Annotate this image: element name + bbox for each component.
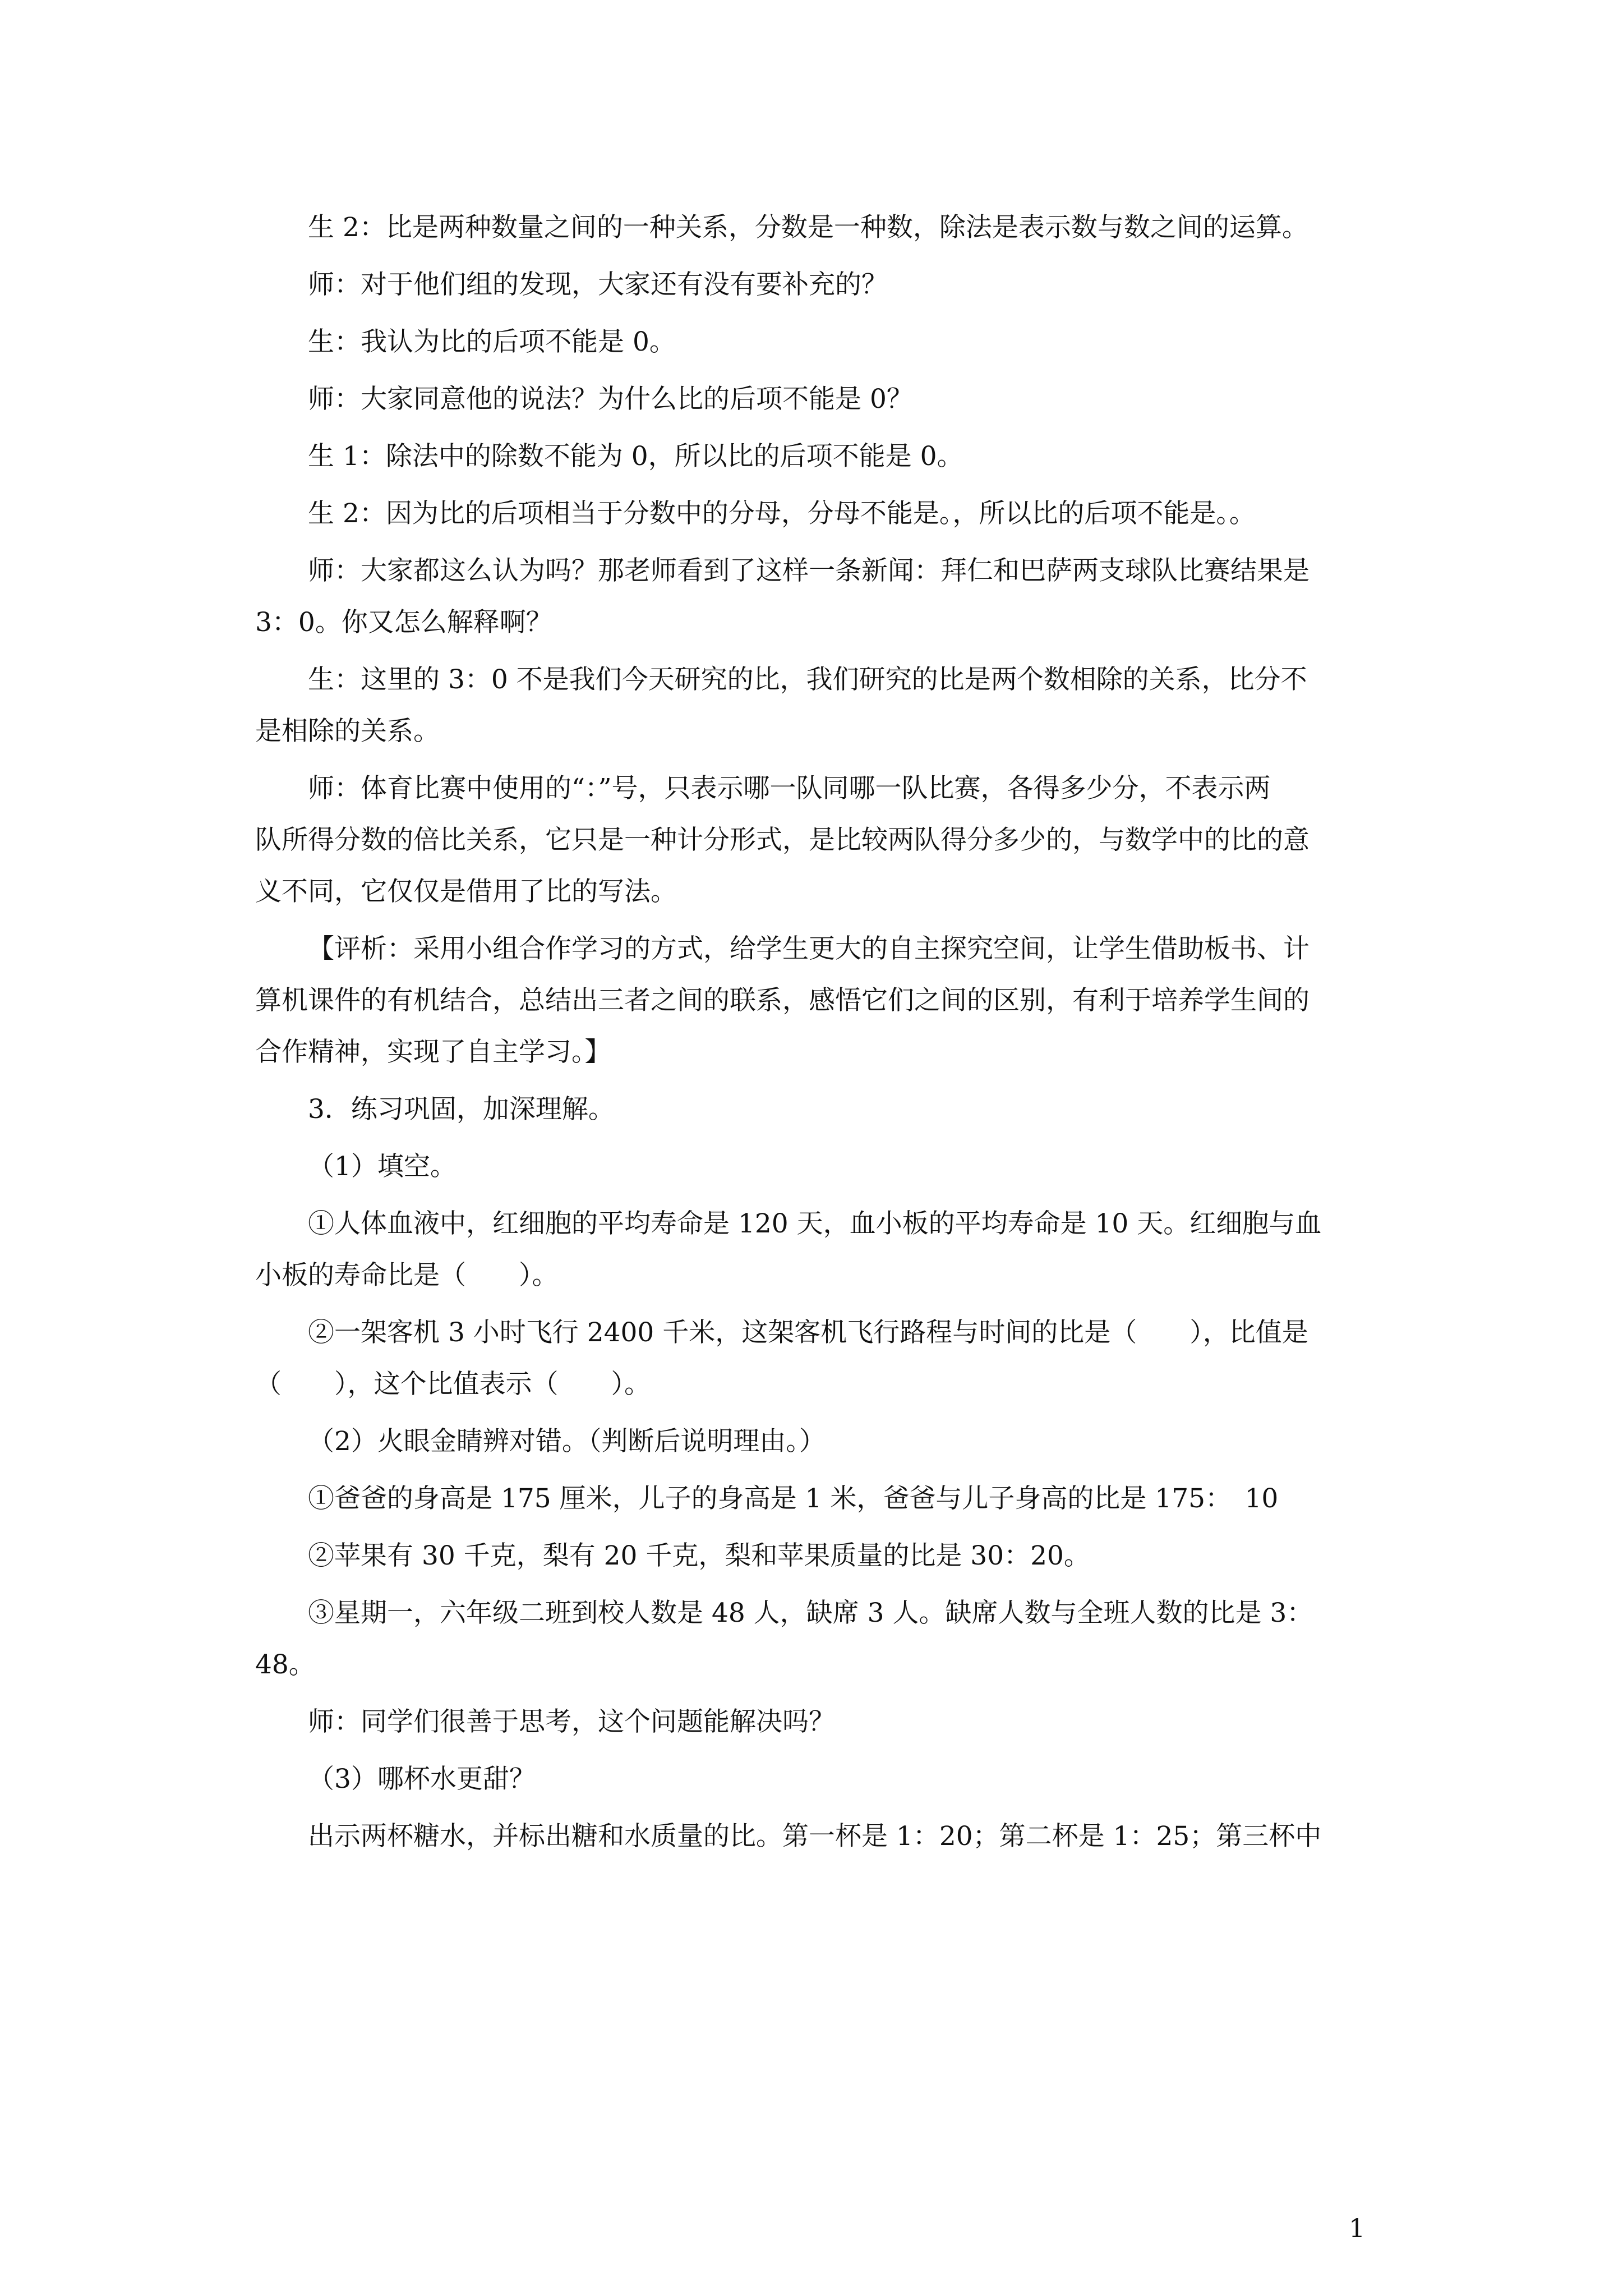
paragraph-line: 算机课件的有机结合，总结出三者之间的联系，感悟它们之间的区别，有利于培养学生间的 (255, 985, 1310, 1016)
paragraph-line: 师：大家同意他的说法？为什么比的后项不能是 0？ (308, 384, 913, 415)
paragraph (255, 431, 1377, 482)
paragraph-line: 48。 (255, 1649, 315, 1680)
paragraph-line: ②苹果有 30 千克，梨有 20 千克，梨和苹果质量的比是 30：20。 (308, 1540, 1090, 1571)
paragraph (255, 1696, 1377, 1748)
paragraph-line: 队所得分数的倍比关系，它只是一种计分形式，是比较两队得分多少的，与数学中的比的意 (255, 825, 1310, 855)
paragraph-line: 小板的寿命比是（ ）。 (255, 1260, 559, 1291)
paragraph (255, 654, 1377, 757)
paragraph (255, 1754, 1377, 1805)
paragraph-line: （ ），这个比值表示（ ）。 (255, 1369, 651, 1400)
paragraph (255, 763, 1377, 918)
paragraph (255, 374, 1377, 425)
paragraph (255, 1811, 1377, 1862)
paragraph-line: ③星期一，六年级二班到校人数是 48 人，缺席 3 人。缺席人数与全班人数的比是 3： (308, 1598, 1313, 1628)
paragraph (255, 1588, 1377, 1691)
paragraph-line: 合作精神，实现了自主学习。】 (255, 1037, 611, 1068)
paragraph (255, 1530, 1377, 1582)
paragraph-line: 是相除的关系。 (255, 716, 440, 747)
paragraph-line: ①人体血液中，红细胞的平均寿命是 120 天，血小板的平均寿命是 10 天。红细胞与血 (308, 1208, 1322, 1239)
paragraph-line: （2）火眼金睛辨对错。（判断后说明理由。） (308, 1426, 826, 1457)
paragraph (255, 1141, 1377, 1193)
document-body (255, 202, 1377, 1868)
paragraph (255, 259, 1377, 311)
paragraph (255, 1198, 1377, 1301)
paragraph-line: （1）填空。 (308, 1151, 457, 1182)
paragraph-line: 3：0。你又怎么解释啊？ (255, 607, 552, 638)
paragraph-line: ①爸爸的身高是 175 厘米，儿子的身高是 1 米，爸爸与儿子身高的比是 175： 10 (308, 1483, 1279, 1514)
paragraph (255, 1307, 1377, 1410)
paragraph-line: 生：我认为比的后项不能是 0。 (308, 326, 676, 357)
paragraph (255, 202, 1377, 254)
paragraph (255, 488, 1377, 540)
paragraph-line: 生：这里的 3：0 不是我们今天研究的比，我们研究的比是两个数相除的关系，比分不 (308, 664, 1307, 695)
paragraph-line: 【评析：采用小组合作学习的方式，给学生更大的自主探究空间，让学生借助板书、计 (308, 933, 1310, 964)
paragraph (255, 923, 1377, 1078)
paragraph-line: 师：大家都这么认为吗？那老师看到了这样一条新闻：拜仁和巴萨两支球队比赛结果是 (308, 555, 1310, 586)
paragraph-line: ②一架客机 3 小时飞行 2400 千米，这架客机飞行路程与时间的比是（ ），比值是 (308, 1317, 1308, 1348)
paragraph (255, 1473, 1377, 1525)
paragraph-line: 出示两杯糖水，并标出糖和水质量的比。第一杯是 1：20；第二杯是 1：25；第三杯中 (308, 1821, 1322, 1852)
paragraph (255, 316, 1377, 368)
paragraph-line: 师：体育比赛中使用的“：”号，只表示哪一队同哪一队比赛，各得多少分，不表示两 (308, 773, 1271, 804)
paragraph-line: 义不同，它仅仅是借用了比的写法。 (255, 876, 677, 907)
paragraph-line: 生 2：比是两种数量之间的一种关系，分数是一种数，除法是表示数与数之间的运算。 (308, 212, 1308, 243)
paragraph-line: 师：同学们很善于思考，这个问题能解决吗？ (308, 1706, 835, 1737)
paragraph-line: 师：对于他们组的发现，大家还有没有要补充的？ (308, 269, 888, 300)
paragraph-line: 3．练习巩固，加深理解。 (308, 1094, 615, 1125)
paragraph-line: （3）哪杯水更甜？ (308, 1764, 536, 1795)
paragraph (255, 1084, 1377, 1135)
page-number: 1 (1349, 2213, 1366, 2243)
paragraph (255, 1416, 1377, 1467)
paragraph (255, 545, 1377, 648)
paragraph-line: 生 2：因为比的后项相当于分数中的分母，分母不能是。，所以比的后项不能是。。 (308, 498, 1256, 529)
paragraph-line: 生 1：除法中的除数不能为 0，所以比的后项不能是 0。 (308, 441, 963, 472)
